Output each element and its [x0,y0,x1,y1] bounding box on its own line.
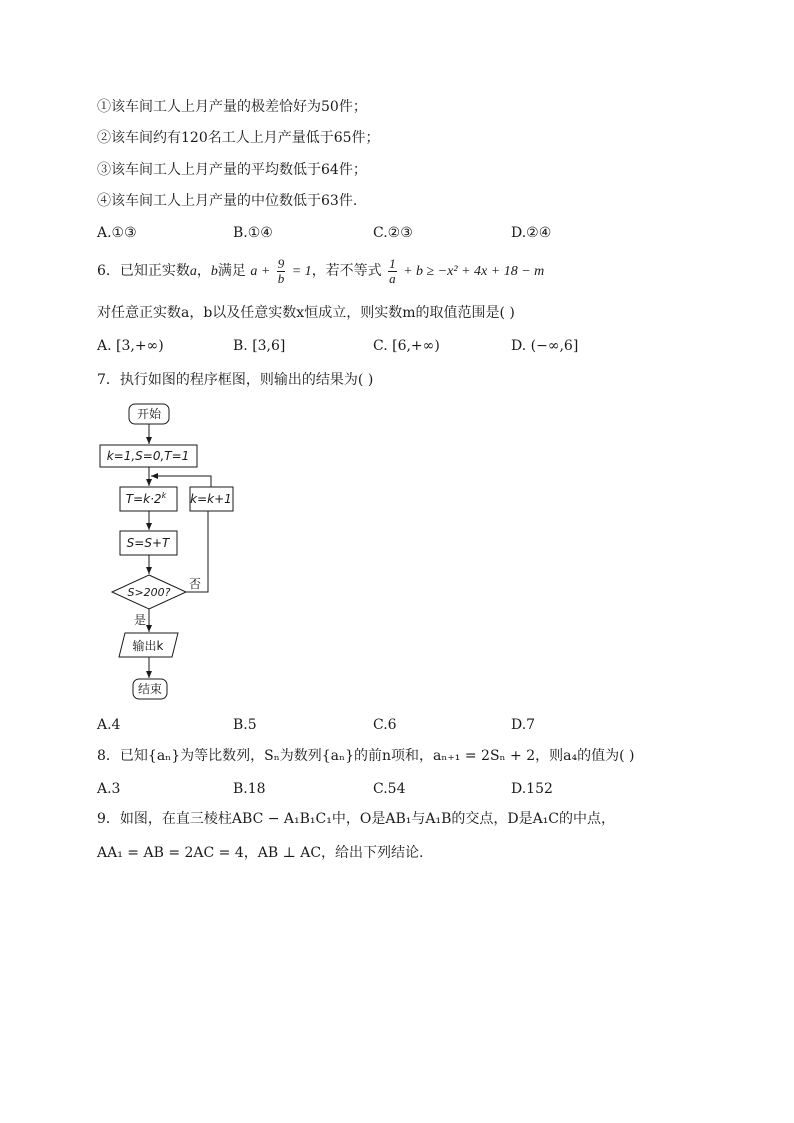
statement-2: ②该车间约有120名工人上月产量低于65件； [97,130,380,146]
frac1-denominator: b [277,270,285,286]
q6-inequality: + b ≥ −x² + 4x + 18 − m [403,264,545,279]
q5-option-b: B.①④ [233,225,273,241]
flow-yes-label: 是 [134,613,147,627]
program-flowchart [90,398,250,704]
q6-cond-lhs: a + [250,264,271,279]
q6-var-b: b [210,264,218,279]
q6-sep: ， [196,263,211,279]
q7-question: 7．执行如图的程序框图，则输出的结果为( ) [97,372,374,388]
frac2-denominator: a [389,270,396,286]
q6-fraction-9-over-b [277,257,286,286]
statement-4: ④该车间工人上月产量的中位数低于63件. [97,193,358,209]
q6-line2: 对任意正实数a，b以及任意实数x恒成立，则实数m的取值范围是( ) [97,305,515,321]
q7-option-c: C.6 [373,717,397,733]
frac1-numerator: 9 [277,255,285,271]
q6-option-a: A. [3,+∞) [97,338,164,354]
q9-line2: AA₁ = AB = 2AC = 4，AB ⊥ AC，给出下列结论. [97,845,424,861]
q6-question [97,253,544,290]
statement-1: ①该车间工人上月产量的极差恰好为50件； [97,99,367,115]
q6-mid-text: ，若不等式 [311,263,382,279]
flow-output-label: 输出k [132,639,164,653]
q6-option-b: B. [3,6] [233,338,286,354]
flow-step-s-label: S=S+T [126,536,170,550]
q7-option-a: A.4 [97,717,121,733]
flow-loop-back [151,476,211,487]
q7-option-b: B.5 [233,717,257,733]
flow-step-t-sup: k [161,491,167,500]
q5-option-d: D.②④ [511,225,552,241]
q5-option-a: A.①③ [97,225,137,241]
q6-prefix: 6．已知正实数 [97,263,190,279]
flow-increment-label: k=k+1 [190,492,232,506]
flow-decision-label: S>200? [127,586,171,599]
q6-fraction-1-over-a [388,257,397,286]
frac2-numerator: 1 [389,255,396,271]
flow-no-label: 否 [189,577,202,591]
q6-cond-rhs: = 1 [291,264,312,279]
flow-end-label: 结束 [137,682,163,696]
flow-step-t-text: T=k·2 [125,492,162,506]
flow-step-t-label [126,491,167,506]
q9-line1: 9．如图，在直三棱柱ABC − A₁B₁C₁中，O是AB₁与A₁B的交点，D是A₁C的中点， [97,811,616,827]
q6-option-c: C. [6,+∞) [373,338,440,354]
q8-option-d: D.152 [511,781,553,797]
q6-cond-text: 满足 [217,263,246,279]
q8-option-b: B.18 [233,781,266,797]
q7-option-d: D.7 [511,717,536,733]
q8-option-c: C.54 [373,781,406,797]
flow-init-label: k=1,S=0,T=1 [106,449,190,463]
q6-var-a: a [189,264,197,279]
q6-option-d: D. (−∞,6] [511,338,579,354]
q8-option-a: A.3 [97,781,121,797]
q8-question: 8．已知{aₙ}为等比数列，Sₙ为数列{aₙ}的前n项和，aₙ₊₁ = 2Sₙ + 2，则a₄的值为( ) [97,748,635,764]
q5-option-c: C.②③ [373,225,413,241]
statement-3: ③该车间工人上月产量的平均数低于64件； [97,162,367,178]
flow-start-label: 开始 [136,407,162,421]
